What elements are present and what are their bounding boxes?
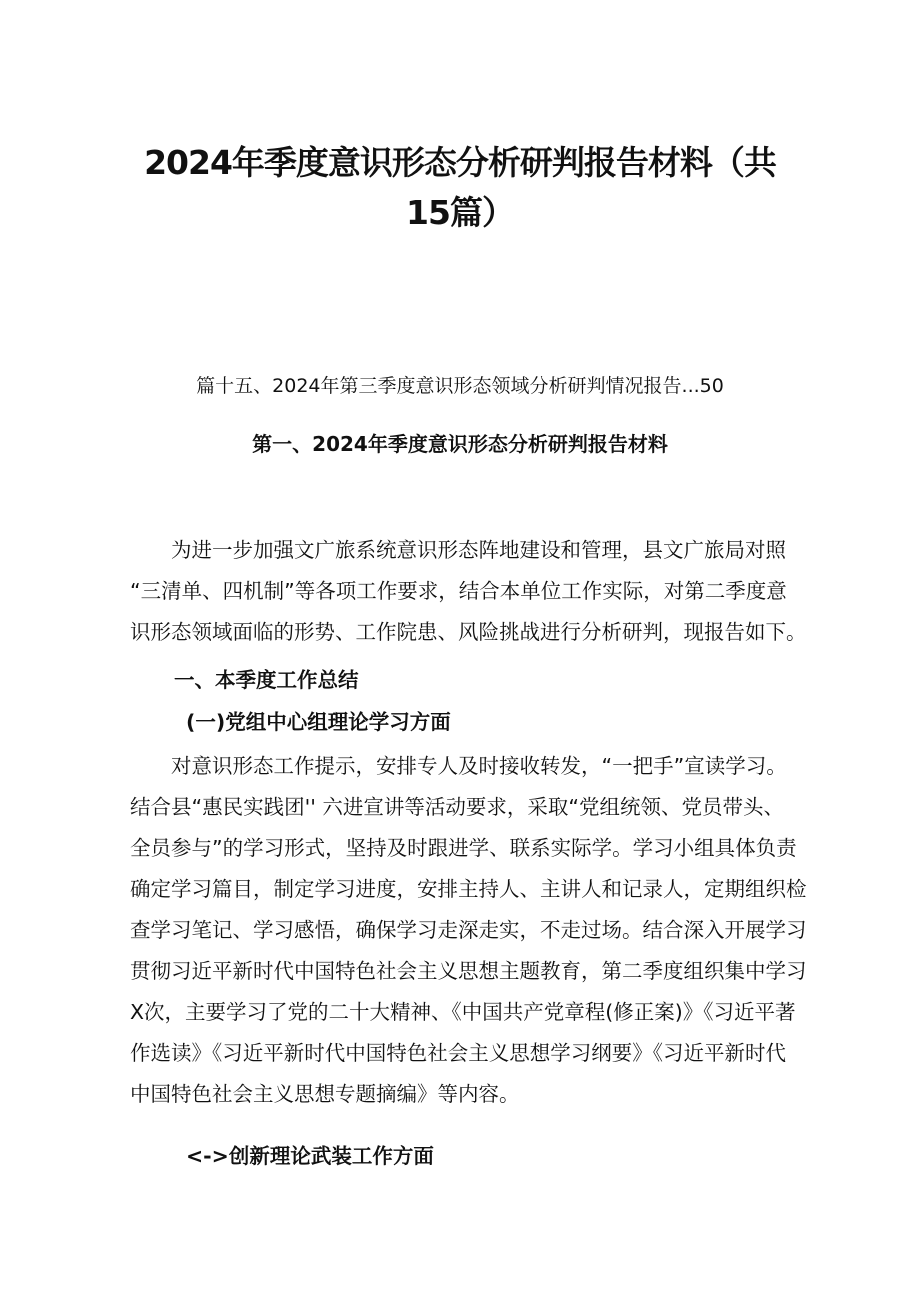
heading-level-1: 一、本季度工作总结 bbox=[174, 668, 359, 692]
heading-level-2: (一)党组中心组理论学习方面 bbox=[186, 710, 451, 734]
paragraph-line: 贯彻习近平新时代中国特色社会主义思想主题教育，第二季度组织集中学习 bbox=[130, 959, 807, 983]
paragraph-line: 确定学习篇目，制定学习进度，安排主持人、主讲人和记录人，定期组织检 bbox=[130, 877, 807, 901]
toc-entry: 篇十五、2024年第三季度意识形态领域分析研判情况报告...50 bbox=[196, 375, 724, 397]
paragraph-line: X次，主要学习了党的二十大精神、《中国共产党章程(修正案)》《习近平著 bbox=[130, 1000, 796, 1024]
paragraph-line: 全员参与”的学习形式，坚持及时跟进学、联系实际学。学习小组具体负责 bbox=[130, 836, 797, 860]
paragraph-line: “三清单、四机制”等各项工作要求，结合本单位工作实际，对第二季度意 bbox=[130, 579, 787, 603]
title-line-1: 2024年季度意识形态分析研判报告材料（共 bbox=[144, 143, 776, 182]
paragraph-line: 为进一步加强文广旅系统意识形态阵地建设和管理，县文广旅局对照 bbox=[130, 538, 786, 562]
paragraph-study bbox=[130, 746, 807, 1115]
paragraph-line: 结合县“惠民实践团'' 六进宣讲等活动要求，采取“党组统领、党员带头、 bbox=[130, 795, 785, 819]
paragraph-intro bbox=[130, 530, 807, 653]
paragraph-line: 对意识形态工作提示，安排专人及时接收转发，“一把手”宣读学习。 bbox=[130, 754, 787, 778]
paragraph-line: 识形态领域面临的形势、工作院患、风险挑战进行分析研判，现报告如下。 bbox=[130, 620, 807, 644]
paragraph-line: 查学习笔记、学习感悟，确保学习走深走实，不走过场。结合深入开展学习 bbox=[130, 918, 807, 942]
title-line-2: 15篇） bbox=[406, 193, 514, 232]
heading-level-2-second: <->创新理论武装工作方面 bbox=[186, 1144, 434, 1168]
section-heading: 第一、2024年季度意识形态分析研判报告材料 bbox=[252, 432, 668, 456]
paragraph-line: 中国特色社会主义思想专题摘编》等内容。 bbox=[130, 1082, 520, 1106]
document-title bbox=[120, 138, 800, 238]
paragraph-line: 作选读》《习近平新时代中国特色社会主义思想学习纲要》《习近平新时代 bbox=[130, 1041, 786, 1065]
